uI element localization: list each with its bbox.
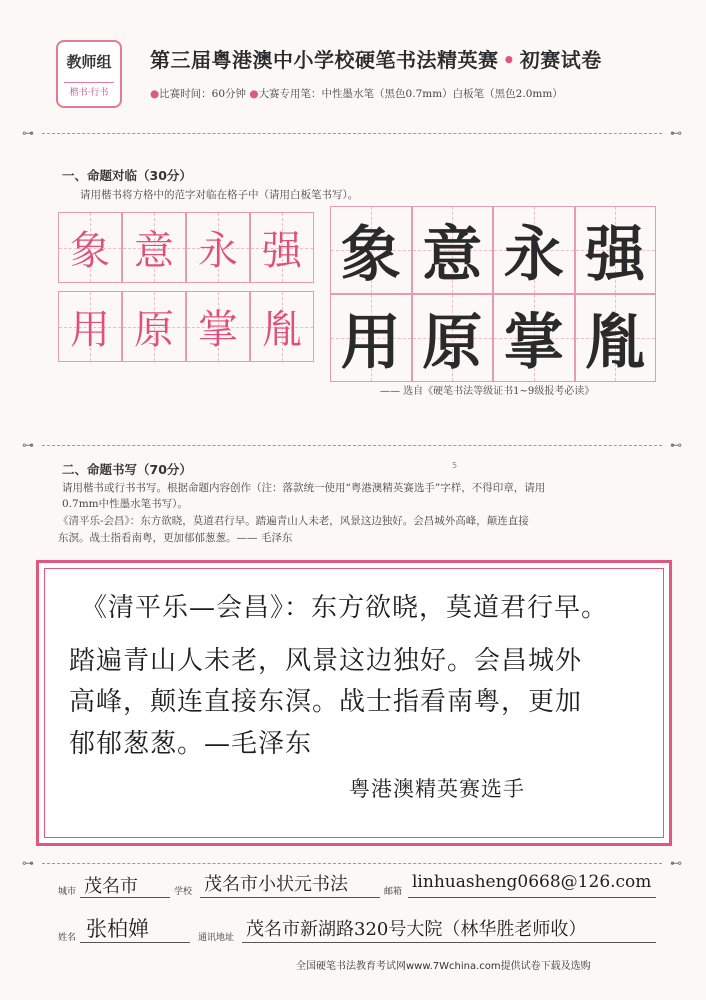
email-label: 邮箱	[384, 887, 403, 897]
practice-cell[interactable]	[250, 212, 314, 283]
poem-text	[58, 513, 648, 547]
title-dot: •	[502, 48, 516, 72]
school-value[interactable]: 茂名市小状元书法	[204, 874, 348, 895]
model-char: 掌	[503, 308, 564, 378]
title-suffix: 初赛试卷	[519, 48, 602, 72]
model-source: —— 选自《硬笔书法等级证书1~9级报考必读》	[380, 386, 595, 397]
footer-note: 全国硬笔书法教育考试网www.7Wchina.com提供试卷下载及选购	[296, 961, 591, 972]
practice-char: 象	[70, 228, 110, 274]
model-char: 用	[340, 308, 401, 378]
address-value[interactable]: 茂名市新湖路320号大院（林华胜老师收）	[246, 919, 587, 940]
model-char: 象	[340, 220, 401, 290]
title-main: 第三届粤港澳中小学校硬笔书法精英赛	[150, 48, 499, 72]
page-title	[150, 44, 602, 73]
scissor-icon: ⊷	[670, 438, 682, 452]
address-label: 通讯地址	[198, 933, 235, 943]
section2-instruction-line1: 请用楷书或行书书写。根据命题内容创作（注：落款统一使用“粤港澳精英赛选手”字样，不得印章，请用	[62, 482, 546, 494]
poem-line: 东溟。战士指看南粤，更加郁郁葱葱。—— 毛泽东	[58, 532, 293, 544]
model-char: 原	[422, 308, 483, 378]
section1-heading: 一、命题对临（30分）	[62, 168, 192, 183]
practice-cell[interactable]	[58, 212, 122, 283]
handwritten-line: 《清平乐—会昌》：东方欲晓，莫道君行早。	[81, 593, 609, 623]
practice-char: 胤	[262, 307, 302, 353]
practice-char: 永	[198, 228, 238, 274]
practice-cell[interactable]	[122, 212, 186, 283]
practice-cell[interactable]	[250, 291, 314, 362]
exam-duration: 比赛时间：60分钟	[159, 88, 247, 100]
practice-cell[interactable]	[122, 291, 186, 362]
scissor-icon: ⊶	[22, 126, 34, 140]
model-cell	[412, 294, 494, 382]
model-cell	[493, 294, 575, 382]
exam-pens: 大赛专用笔：中性墨水笔（黑色0.7mm）白板笔（黑色2.0mm）	[258, 88, 563, 100]
divider	[22, 440, 682, 450]
model-cell	[330, 206, 412, 294]
poem-line: 《清平乐-会昌》：东方欲晓，莫道君行早。踏遍青山人未老，风景这边独好。会昌城外高峰，颠连直接	[58, 515, 529, 527]
name-label: 姓名	[58, 933, 77, 943]
city-value[interactable]: 茂名市	[84, 876, 138, 897]
model-char: 永	[503, 220, 564, 290]
handwritten-line: 踏遍青山人未老，风景这边独好。会昌城外	[69, 646, 583, 676]
divider	[22, 128, 682, 138]
group-badge	[56, 40, 122, 108]
practice-char: 强	[262, 228, 302, 274]
model-char: 意	[422, 220, 483, 290]
model-char: 强	[585, 220, 646, 290]
model-cell	[575, 206, 657, 294]
practice-grid	[58, 212, 314, 362]
address-underline	[242, 942, 656, 943]
model-cell	[493, 206, 575, 294]
scissor-icon: ⊷	[670, 856, 682, 870]
section2-heading: 二、命题书写（70分）	[62, 462, 192, 477]
practice-char: 用	[70, 307, 110, 353]
page-number: 5	[452, 461, 458, 470]
handwritten-signature: 粤港澳精英赛选手	[349, 777, 525, 801]
scissor-icon: ⊶	[22, 856, 34, 870]
section2-instruction-line2: 0.7mm中性墨水笔书写）。	[62, 498, 188, 510]
city-label: 城市	[58, 887, 77, 897]
badge-script-label: 楷书·行书	[64, 82, 114, 98]
practice-char: 原	[134, 307, 174, 353]
model-char: 胤	[585, 308, 646, 378]
practice-cell[interactable]	[186, 212, 250, 283]
handwritten-line: 高峰，颠连直接东溟。战士指看南粤，更加	[69, 687, 583, 717]
school-label: 学校	[174, 887, 193, 897]
writing-area[interactable]	[36, 560, 672, 846]
badge-group-label: 教师组	[66, 53, 112, 71]
model-cell	[330, 294, 412, 382]
school-underline	[200, 897, 380, 898]
email-underline	[408, 897, 656, 898]
scissor-icon: ⊷	[670, 126, 682, 140]
handwritten-line: 郁郁葱葱。—毛泽东	[69, 729, 313, 759]
model-cell	[575, 294, 657, 382]
scissor-icon: ⊶	[22, 438, 34, 452]
bullet-icon: ●	[249, 88, 259, 100]
name-underline	[80, 942, 190, 943]
exam-info	[150, 86, 563, 101]
practice-cell[interactable]	[186, 291, 250, 362]
email-value[interactable]: linhuasheng0668@126.com	[412, 872, 652, 892]
bullet-icon: ●	[150, 88, 160, 100]
divider	[22, 858, 682, 868]
name-value[interactable]: 张柏婵	[86, 917, 149, 941]
model-cell	[412, 206, 494, 294]
practice-char: 掌	[198, 307, 238, 353]
city-underline	[80, 897, 170, 898]
practice-cell[interactable]	[58, 291, 122, 362]
section1-instruction: 请用楷书将方格中的范字对临在格子中（请用白板笔书写）。	[80, 189, 359, 201]
practice-char: 意	[134, 228, 174, 274]
model-grid	[330, 206, 656, 378]
